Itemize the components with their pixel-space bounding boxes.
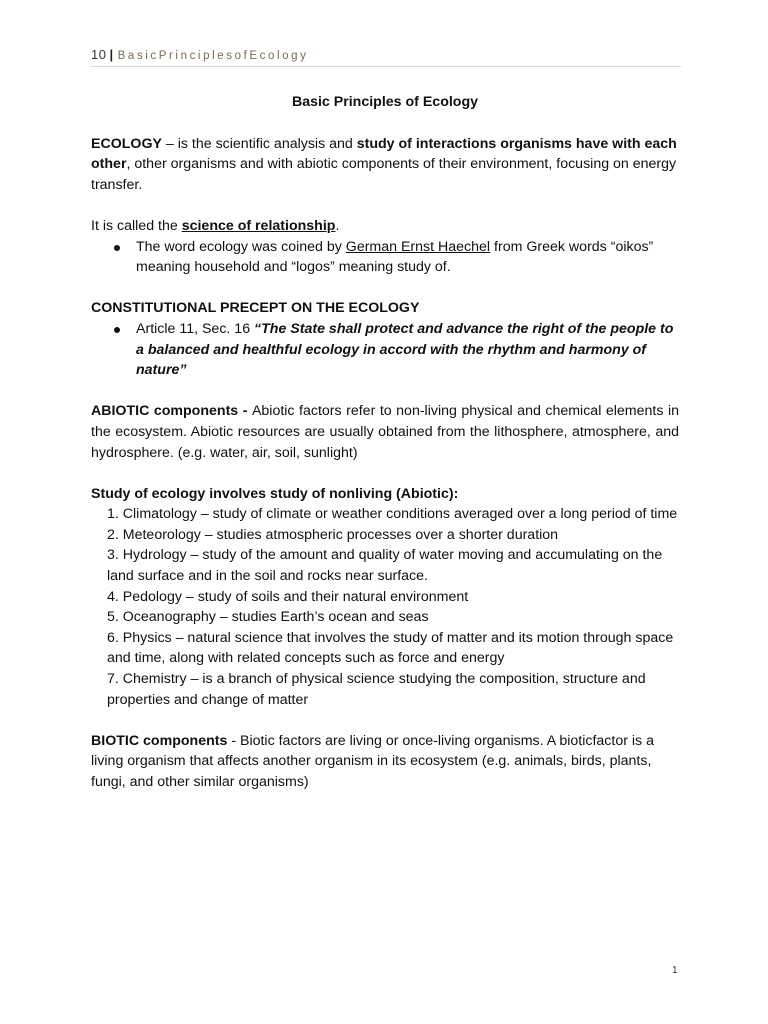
list-item: 2. Meteorology – studies atmospheric processes over a shorter duration <box>107 526 559 543</box>
relationship-line <box>91 216 679 237</box>
relationship-post: . <box>335 217 340 234</box>
coined-post: from Greek words “oikos” meaning household and “logos” meaning study of. <box>136 238 654 276</box>
ecology-term: ECOLOGY <box>91 135 162 152</box>
precept-article: Article 11, Sec. 16 <box>136 320 255 337</box>
precept-quote: “The State shall protect and advance the right of the people to a balanced and healthful ecology in accord with the rhythm and harmony of nature” <box>136 320 674 379</box>
list-item: 4. Pedology – study of soils and their natural environment <box>107 588 469 605</box>
relationship-term: science of relationship <box>181 217 336 234</box>
header-separator: | <box>109 47 114 62</box>
list-item <box>91 319 679 381</box>
precept-list <box>91 319 679 381</box>
header-running-title: BasicPrinciplesofEcology <box>117 50 309 62</box>
page-title: Basic Principles of Ecology <box>291 94 479 110</box>
header-rule <box>91 66 681 67</box>
abiotic-term: ABIOTIC components - <box>91 403 252 420</box>
list-item: 7. Chemistry – is a branch of physical science studying the composition, structure and properties and change of matter <box>107 671 646 708</box>
abiotic-paragraph <box>91 401 679 463</box>
list-item: 3. Hydrology – study of the amount and quality of water moving and accumulating on the land surface and in the soil and rocks near surface. <box>107 547 663 585</box>
bullet-icon <box>114 327 120 333</box>
biotic-text: - Biotic factors are living or once-living organisms. A bioticfactor is a living organism that affects another organism in its ecosystem (e.g. animals, birds, plants, fungi, and other similar organisms) <box>91 732 654 790</box>
header-page-number: 10 <box>91 47 107 62</box>
running-header <box>91 47 681 62</box>
footer-page-number: 1 <box>672 965 678 976</box>
list-item <box>91 237 679 278</box>
list-item: 5. Oceanography – studies Earth’s ocean and seas <box>107 609 429 626</box>
ecology-bold-phrase: study of interactions organisms have with each other <box>91 135 677 173</box>
list-item: 6. Physics – natural science that involves the study of matter and its motion through space and time, along with related concepts such as force and energy <box>107 629 674 667</box>
study-heading: Study of ecology involves study of nonliving (Abiotic): <box>91 485 459 502</box>
biotic-paragraph <box>91 731 679 793</box>
study-list <box>91 504 679 710</box>
coined-pre: The word ecology was coined by <box>136 238 346 255</box>
biotic-term: BIOTIC components <box>91 732 228 749</box>
ecology-text-1: – is the scientific analysis and <box>161 135 357 152</box>
document-body <box>91 92 679 793</box>
relationship-pre: It is called the <box>91 217 182 234</box>
ecology-definition <box>91 134 679 196</box>
coined-name: German Ernst Haechel <box>345 238 491 255</box>
list-item: 1. Climatology – study of climate or weather conditions averaged over a long period of time <box>107 506 678 523</box>
bullet-icon <box>114 245 120 251</box>
precept-heading: CONSTITUTIONAL PRECEPT ON THE ECOLOGY <box>91 300 420 317</box>
coined-list <box>91 237 679 278</box>
abiotic-text: Abiotic factors refer to non-living physical and chemical elements in the ecosystem. Abiotic resources are usually obtained from the lithosphere, atmosphere, and hydrosphere. (e.g. water, air, soil, sunlight) <box>91 403 679 461</box>
ecology-text-2: , other organisms and with abiotic components of their environment, focusing on energy transfer. <box>91 156 677 193</box>
